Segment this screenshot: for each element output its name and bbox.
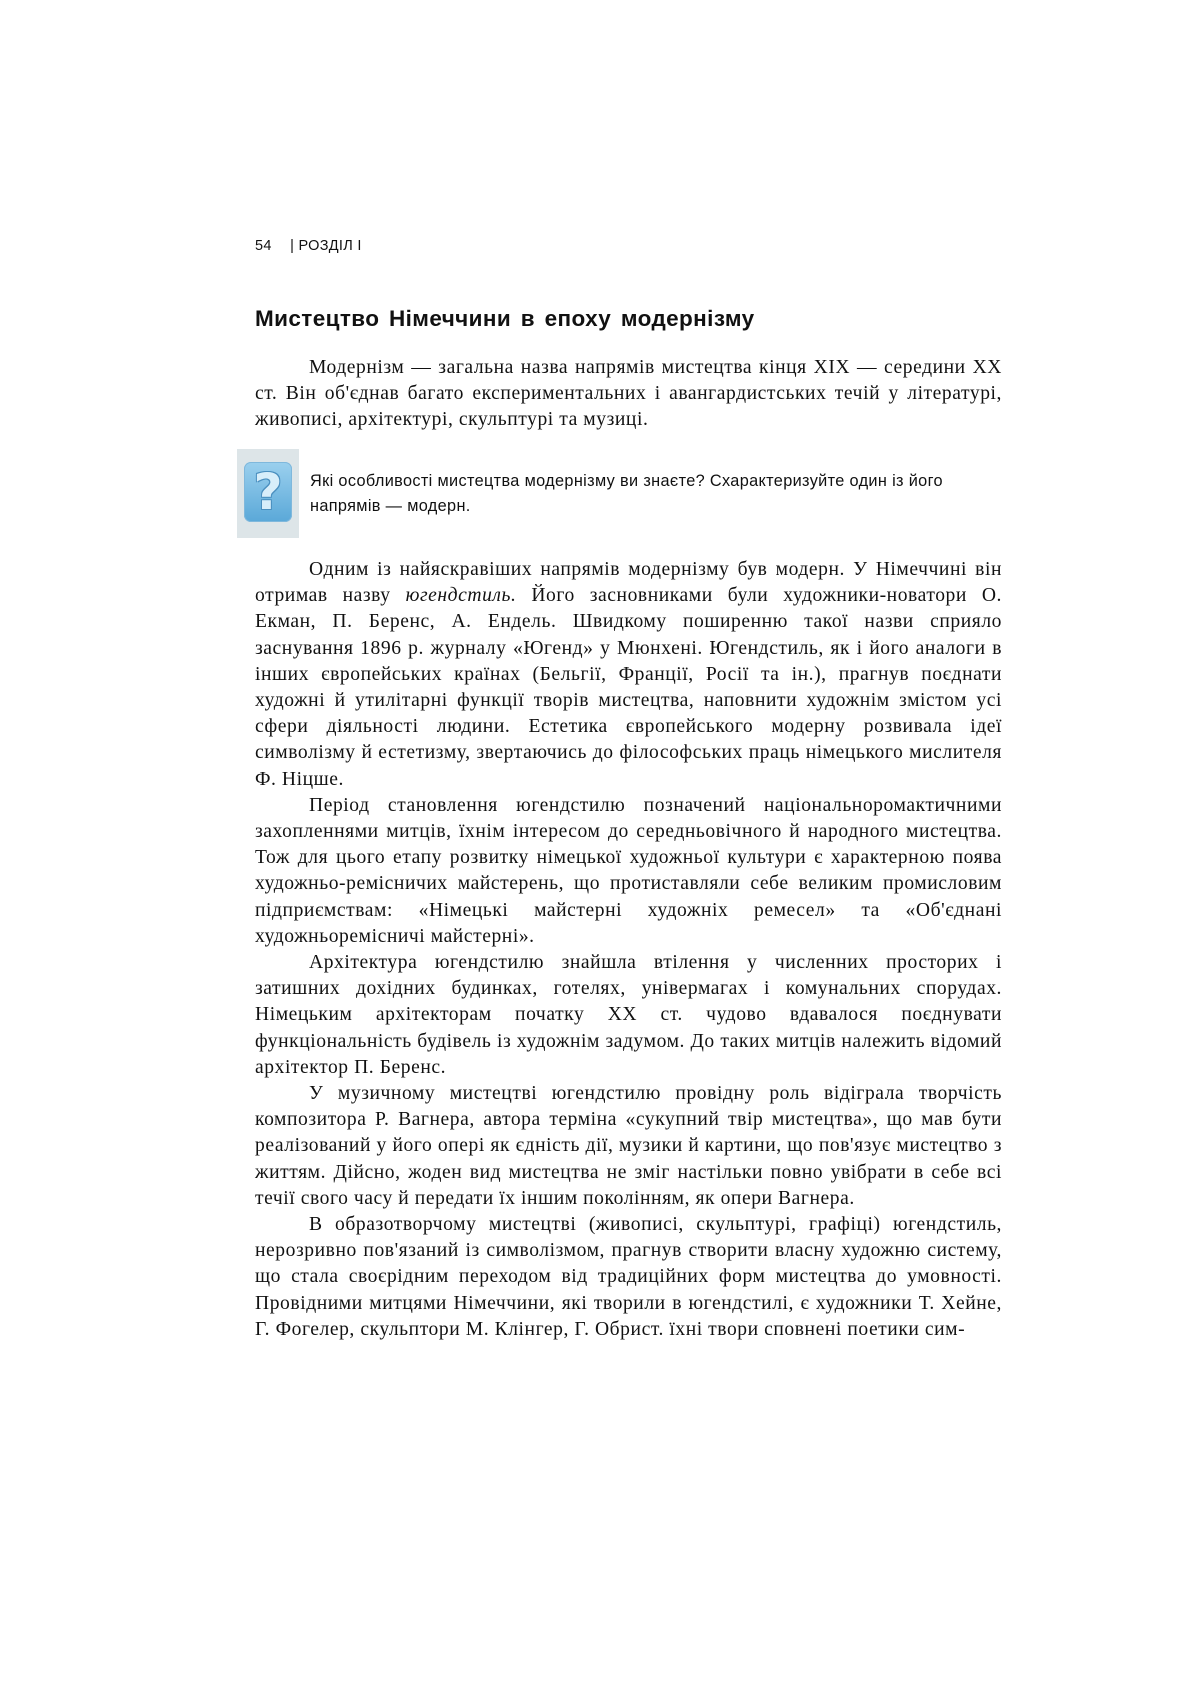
paragraph-4: У музичному мистецтві югендстилю провідну роль відіграла творчість композитора Р. Вагнера, автора терміна «сукупний твір мистецтва», що мав бути реалізований у його опері як єдність дії, музики й картини, що пов'язує мистецтво з життям. Дійсно, жоден вид мистецтва не зміг настільки повно увібрати в себе всі течії свого часу й передати їх іншим поколінням, як опери Вагнера. xyxy=(255,1083,1002,1209)
paragraph-5: В образотворчому мистецтві (живописі, скульптурі, графіці) югендстиль, нерозривно пов'язаний із символізмом, прагнув створити власну художню систему, що стала своєрідним переходом від традиційних форм мистецтва до умовності. Провідними митцями Німеччини, які творили в югендстилі, є художники Т. Хейне, Г. Фогелер, скульптори М. Клінгер, Г. Обрист. їхні твори сповнені поетики сим- xyxy=(255,1214,1002,1340)
page-title: Мистецтво Німеччини в епоху модернізму xyxy=(255,306,755,331)
intro-paragraph: Модернізм — загальна назва напрямів мистецтва кінця XIX — середини XX ст. Він об'єднав багато експериментальних і авангардистських течій у літературі, живописі, архітектурі, скульптурі та музиці. xyxy=(255,357,1002,431)
paragraph-1 xyxy=(255,557,1002,793)
paragraph-2: Період становлення югендстилю позначений національноромактичними захопленнями митців, їхнім інтересом до середньовічного й народного мистецтва. Тож для цього етапу розвитку німецької художньої культури є характерною поява художньо-ремісничих майстерень, що протиставляли себе великим промисловим підприємствам: «Німецькі майстерні художніх ремесел» та «Об'єднані художньоремісничі майстерні». xyxy=(255,794,1002,947)
page-number: 54 xyxy=(255,238,272,254)
term-jugendstil: югендстиль. xyxy=(405,585,517,607)
article-body xyxy=(255,557,1002,1343)
question-box xyxy=(237,449,299,538)
paragraph-1-rest: Його засновниками були художники-новатори О. Екман, П. Беренс, А. Ендель. Швидкому поширенню такої назви сприяло заснування 1896 р. журналу «Югенд» у Мюнхені. Югендстиль, як і його аналоги в інших європейських країнах (Бельгії, Франції, Росії та ін.), прагнув поєднати художні й утилітарні функції творів мистецтва, наповнити художнім змістом усі сфери діяльності людини. Естетика європейського модерну розвивала ідеї символізму й естетизму, звертаючись до філософських праць німецького мислителя Ф. Ніцше. xyxy=(255,585,1002,790)
section-label: | РОЗДІЛ І xyxy=(290,238,362,254)
paragraph-3: Архітектура югендстилю знайшла втілення у численних просторих і затишних дохідних будинках, готелях, універмагах і комунальних спорудах. Німецьким архітекторам початку XX ст. чудово вдавалося поєднувати функціональність будівель із художнім задумом. До таких митців належить відомий архітектор П. Беренс. xyxy=(255,952,1002,1078)
page-header xyxy=(255,238,362,254)
intro-text xyxy=(255,355,1002,434)
paragraph-1-start: Одним із найяскравіших напрямів модернізму був модерн. У Німеччині він отримав назву xyxy=(255,559,1002,607)
question-text: Які особливості мистецтва модернізму ви знаєте? Схарактеризуйте один із його напрямів — модерн. xyxy=(310,472,943,515)
question-icon: ? xyxy=(244,462,292,522)
